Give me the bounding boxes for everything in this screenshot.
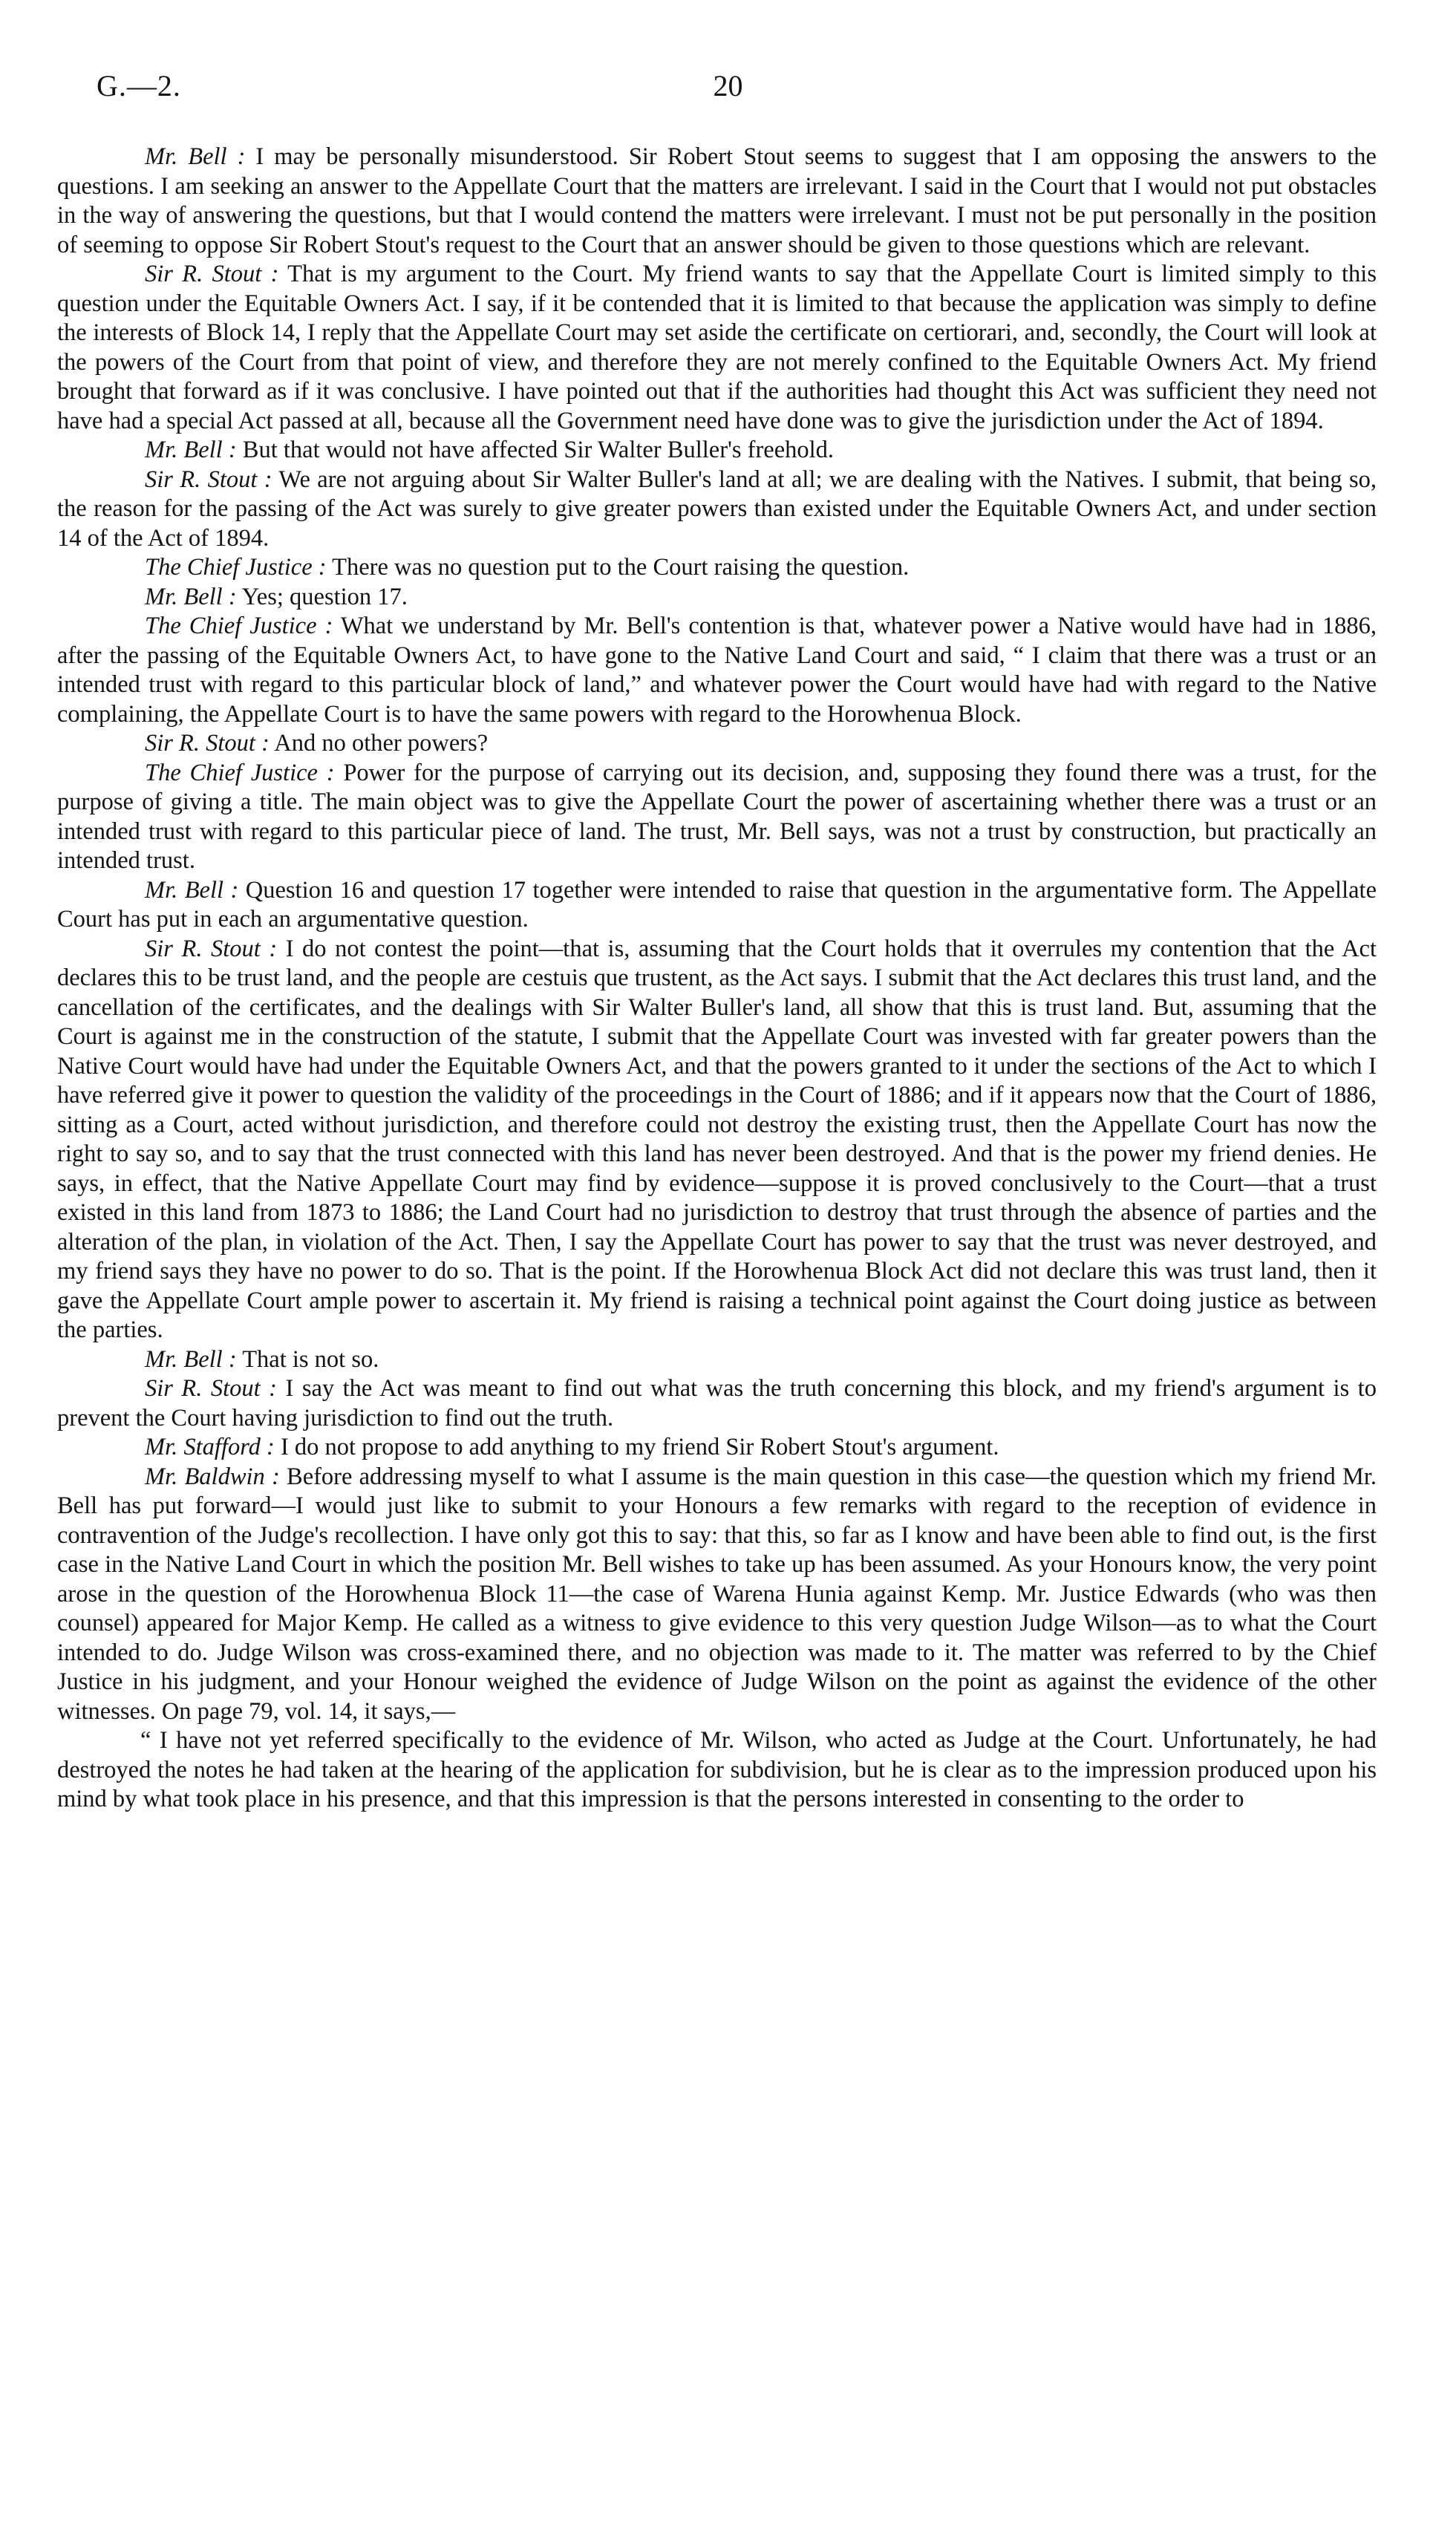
page-header: [97, 68, 1359, 113]
transcript-paragraph: [57, 553, 1377, 583]
speech-text: And no other powers?: [269, 730, 489, 757]
transcript-paragraph: [57, 1463, 1377, 1727]
transcript-paragraph: [57, 583, 1377, 613]
transcript-paragraph: [57, 1433, 1377, 1463]
speaker-name: The Chief Justice :: [145, 759, 335, 786]
transcript-paragraph: [57, 876, 1377, 935]
transcript-paragraph: [57, 436, 1377, 466]
speech-text: Power for the purpose of carrying out its decision, and, supposing they found there was a trust, for the purpose of giving a title. The main object was to give the Appellate Court the power of ascertaining whether there was a trust or an intended trust with regard to this particular piece of land. The trust, Mr. Bell says, was not a trust by construction, but practically an intended trust.: [57, 759, 1377, 874]
speaker-name: The Chief Justice :: [145, 554, 327, 581]
quoted-passage: “ I have not yet referred specifically to the evidence of Mr. Wilson, who acted as Judge at the Court. Unfortunately, he had destroyed the notes he had taken at the hearing of the application for subdivision, but he is clear as to the impression produced upon his mind by what took place in his presence, and that this impression is that the persons interested in consenting to the order to: [57, 1727, 1377, 1812]
speech-text: I say the Act was meant to find out what was the truth concerning this block, and my friend's argument is to prevent the Court having jurisdiction to find out the truth.: [57, 1375, 1377, 1432]
transcript-body: [57, 143, 1377, 1815]
transcript-paragraph: [57, 1374, 1377, 1433]
speaker-name: Mr. Stafford :: [145, 1434, 275, 1460]
speaker-name: Sir R. Stout :: [145, 730, 270, 757]
speech-text: I do not contest the point—that is, assuming that the Court holds that it overrules my contention that the Act declares this to be trust land, and the people are cestuis que trustent, as the Act says. I submit that the Act declares this trust land, and the cancellation of the certificates, and the dealings with Sir Walter Buller's land, all show that this is trust land. But, assuming that the Court is against me in the construction of the statute, I submit that the Appellate Court was invested with far greater powers than the Native Court would have had under the Equitable Owners Act, and that the powers granted to it under the sections of the Act to which I have referred give it power to question the validity of the proceedings in the Court of 1886; and if it appears now that the Court of 1886, sitting as a Court, acted without jurisdiction, and therefore could not destroy the existing trust, then the Appellate Court has now the right to say so, and to say that the trust connected with this land has never been destroyed. And that is the power my friend denies. He says, in effect, that the Native Appellate Court may find by evidence—suppose it is proved conclusively to the Court—that a trust existed in this land from 1873 to 1886; the Land Court had no jurisdiction to destroy that trust through the absence of parties and the alteration of the plan, in violation of the Act. Then, I say the Appellate Court has power to say that the trust was never destroyed, and my friend says they have no power to do so. That is the point. If the Horowhenua Block Act did not declare this was trust land, then it gave the Appellate Court ample power to ascertain it. My friend is raising a technical point against the Court doing justice as between the parties.: [57, 935, 1377, 1343]
transcript-paragraph: [57, 1345, 1377, 1375]
speaker-name: The Chief Justice :: [145, 613, 333, 639]
speaker-name: Mr. Bell :: [145, 583, 237, 610]
speech-text: That is not so.: [236, 1345, 379, 1373]
speech-text: We are not arguing about Sir Walter Buller's land at all; we are dealing with the Natives. I submit, that being so, the reason for the passing of the Act was surely to give greater powers than existed under the Equitable Owners Act, and under section 14 of the Act of 1894.: [57, 466, 1377, 552]
speaker-name: Mr. Baldwin :: [145, 1463, 280, 1490]
speaker-name: Mr. Bell :: [145, 437, 237, 463]
speaker-name: Sir R. Stout :: [145, 261, 279, 287]
speech-text: What we understand by Mr. Bell's contention is that, whatever power a Native would have had in 1886, after the passing of the Equitable Owners Act, to have gone to the Native Land Court and said, “ I claim that there was a trust or an intended trust with regard to this particular block of land,” and whatever power the Court would have had with regard to the Native complaining, the Appellate Court is to have the same powers with regard to the Horowhenua Block.: [57, 613, 1377, 728]
speech-text: I do not propose to add anything to my friend Sir Robert Stout's argument.: [274, 1434, 999, 1460]
transcript-paragraph: [57, 729, 1377, 759]
transcript-paragraph: [57, 612, 1377, 729]
speech-text: But that would not have affected Sir Walter Buller's freehold.: [236, 437, 835, 463]
transcript-paragraph: [57, 759, 1377, 876]
transcript-paragraph: [57, 466, 1377, 554]
speaker-name: Sir R. Stout :: [145, 935, 278, 962]
speaker-name: Sir R. Stout :: [145, 466, 272, 493]
speaker-name: Mr. Bell :: [145, 1345, 237, 1373]
speech-text: Yes; question 17.: [236, 583, 408, 610]
transcript-paragraph: [57, 143, 1377, 260]
speech-text: That is my argument to the Court. My friend wants to say that the Appellate Court is limited simply to this question under the Equitable Owners Act. I say, if it be contended that it is limited to that because the application was simply to define the interests of Block 14, I reply that the Appellate Court may set aside the certificate on certiorari, and, secondly, the Court will look at the powers of the Court from that point of view, and therefore they are not merely confined to the Equitable Owners Act. My friend brought that forward as if it was conclusive. I have pointed out that if the authorities had thought this Act was sufficient they need not have had a special Act passed at all, because all the Government need have done was to give the jurisdiction under the Act of 1894.: [57, 261, 1377, 434]
series-reference: G.—2.: [97, 69, 181, 102]
speaker-name: Mr. Bell :: [145, 143, 246, 170]
speech-text: Question 16 and question 17 together were intended to raise that question in the argumentative form. The Appellate Court has put in each an argumentative question.: [57, 876, 1377, 933]
speaker-name: Mr. Bell :: [145, 876, 239, 904]
speaker-name: Sir R. Stout :: [145, 1375, 278, 1402]
speech-text: I may be personally misunderstood. Sir Robert Stout seems to suggest that I am opposing the answers to the questions. I am seeking an answer to the Appellate Court that the matters are irrelevant. I said in the Court that I would not put obstacles in the way of answering the questions, but that I would contend the matters were irrelevant. I must not be put personally in the position of seeming to oppose Sir Robert Stout's request to the Court that an answer should be given to those questions which are relevant.: [57, 143, 1377, 258]
transcript-paragraph: [57, 260, 1377, 436]
transcript-paragraph: [57, 935, 1377, 1345]
speech-text: There was no question put to the Court raising the question.: [326, 554, 910, 581]
page-number: 20: [713, 69, 743, 102]
speech-text: Before addressing myself to what I assume is the main question in this case—the question which my friend Mr. Bell has put forward—I would just like to submit to your Honours a few remarks with regard to the reception of evidence in contravention of the Judge's recollection. I have only got this to say: that this, so far as I know and have been able to find out, is the first case in the Native Land Court in which the position Mr. Bell wishes to take up has been assumed. As your Honours know, the very point arose in the question of the Horowhenua Block 11—the case of Warena Hunia against Kemp. Mr. Justice Edwards (who was then counsel) appeared for Major Kemp. He called as a witness to give evidence to this very question Judge Wilson—as to what the Court intended to do. Judge Wilson was cross-examined there, and no objection was made to it. The matter was referred to by the Chief Justice in his judgment, and your Honour weighed the evidence of Judge Wilson on the point as against the evidence of the other witnesses. On page 79, vol. 14, it says,—: [57, 1463, 1377, 1725]
